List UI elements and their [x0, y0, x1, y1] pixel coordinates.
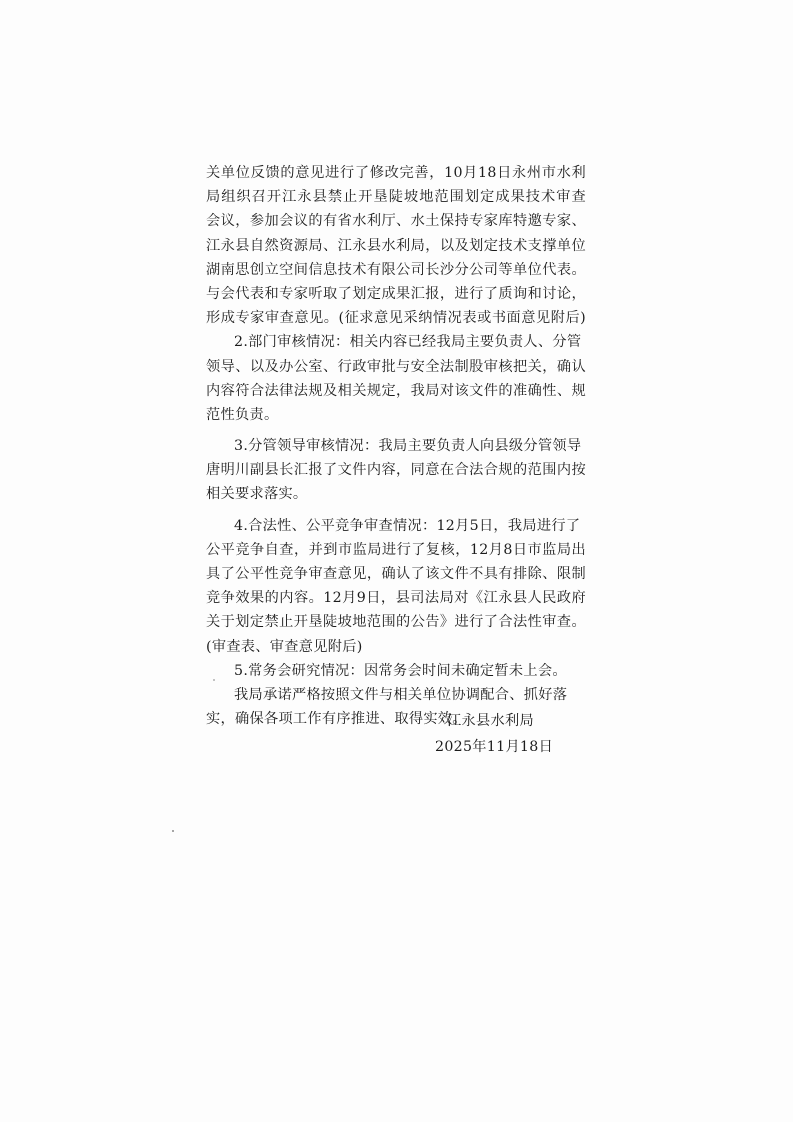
- text-line: (审查表、审查意见附后): [206, 638, 363, 655]
- text-line: 局组织召开江永县禁止开垦陡坡地范围划定成果技术审查: [206, 189, 586, 206]
- paragraph-review-process: [206, 161, 586, 330]
- document-body: [206, 161, 586, 731]
- text-line: 3.分管领导审核情况：我局主要负责人向县级分管领导: [234, 438, 582, 455]
- paragraph-standing-meeting: [206, 659, 586, 683]
- text-line: 竞争效果的内容。12月9日，县司法局对《江永县人民政府: [206, 590, 586, 607]
- paragraph-legality-review: [206, 514, 586, 659]
- text-line: 我局承诺严格按照文件与相关单位协调配合、抓好落: [234, 686, 568, 703]
- text-line: 范性负责。: [206, 406, 279, 423]
- text-line: 实，确保各项工作有序推进、取得实效。: [206, 711, 467, 728]
- text-line: 与会代表和专家听取了划定成果汇报，进行了质询和讨论，: [206, 285, 586, 302]
- text-line: 内容符合法律法规及相关规定，我局对该文件的准确性、规: [206, 382, 586, 399]
- text-line: 具了公平性竞争审查意见，确认了该文件不具有排除、限制: [206, 566, 586, 582]
- paragraph-leader-review: [206, 434, 586, 507]
- signature-organization: 江永县水利局: [447, 713, 534, 729]
- text-line: 江永县自然资源局、江永县水利局，以及划定技术支撑单位: [206, 237, 586, 254]
- text-line: 公平竞争自查，并到市监局进行了复核，12月8日市监局出: [206, 541, 586, 558]
- signature-date: 2025年11月18日: [435, 739, 554, 755]
- paragraph-department-review: [206, 330, 586, 427]
- text-line: 会议，参加会议的有省水利厅、水土保持专家库特邀专家、: [206, 213, 586, 230]
- text-line: 关于划定禁止开垦陡坡地范围的公告》进行了合法性审查。: [206, 614, 586, 631]
- paragraph-gap: [206, 507, 586, 514]
- text-line: 4.合法性、公平竞争审查情况：12月5日，我局进行了: [234, 517, 581, 534]
- text-line: 关单位反馈的意见进行了修改完善，10月18日永州市水利: [206, 165, 586, 181]
- scan-speck: [213, 679, 215, 681]
- text-line: 形成专家审查意见。(征求意见采纳情况表或书面意见附后): [206, 310, 586, 327]
- text-line: 5.常务会研究情况：因常务会时间未确定暂未上会。: [234, 662, 567, 679]
- paragraph-gap: [206, 427, 586, 434]
- text-line: 唐明川副县长汇报了文件内容，同意在合法合规的范围内按: [206, 462, 586, 479]
- scan-speck: [172, 830, 174, 832]
- signature-block: [420, 708, 580, 760]
- text-line: 相关要求落实。: [206, 486, 308, 503]
- text-line: 2.部门审核情况：相关内容已经我局主要负责人、分管: [234, 334, 582, 351]
- text-line: 领导、以及办公室、行政审批与安全法制股审核把关，确认: [206, 358, 586, 375]
- text-line: 湖南思创立空间信息技术有限公司长沙分公司等单位代表。: [206, 261, 586, 278]
